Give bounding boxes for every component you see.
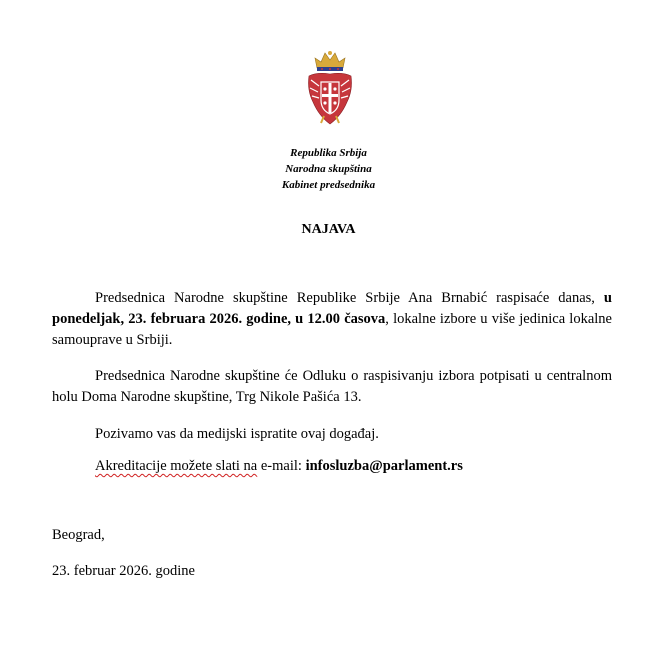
serbian-coat-of-arms-icon: [305, 50, 355, 128]
header-line-skupstina: Narodna skupština: [285, 163, 372, 175]
paragraph2-text: Predsednica Narodne skupštine će Odluku o raspisivanju izbora potpisati u centralnom holu Doma Narodne skupštine, Trg Nikole Pašića 13.: [52, 368, 612, 405]
paragraph-accreditation: [52, 456, 612, 477]
header-line-republika: Republika Srbija: [290, 147, 367, 159]
paragraph-announcement: [52, 288, 612, 351]
paragraph-location: [52, 366, 612, 408]
email-address: infosluzba@parlament.rs: [305, 458, 463, 474]
paragraph-invitation: [52, 424, 612, 445]
paragraph3-text: Pozivamo vas da medijski ispratite ovaj događaj.: [95, 426, 379, 442]
paragraph1-date-bold: u ponedeljak, 23. februara 2026. godine, u 12.00 časova: [52, 290, 612, 327]
paragraph1-intro: Predsednica Narodne skupštine Republike Srbije Ana Brnabić raspisaće danas,: [95, 290, 604, 306]
place-label: Beograd,: [52, 527, 105, 543]
date-label: 23. februar 2026. godine: [52, 563, 195, 579]
document-title: NAJAVA: [301, 222, 356, 237]
accreditation-text-spellchecked: Akreditacije možete slati na: [95, 458, 258, 474]
header-line-kabinet: Kabinet predsednika: [281, 179, 376, 191]
accreditation-text: e-mail:: [257, 458, 306, 474]
paragraph1-outro: , lokalne izbore u više jedinica lokalne samouprave u Srbiji.: [52, 311, 612, 348]
